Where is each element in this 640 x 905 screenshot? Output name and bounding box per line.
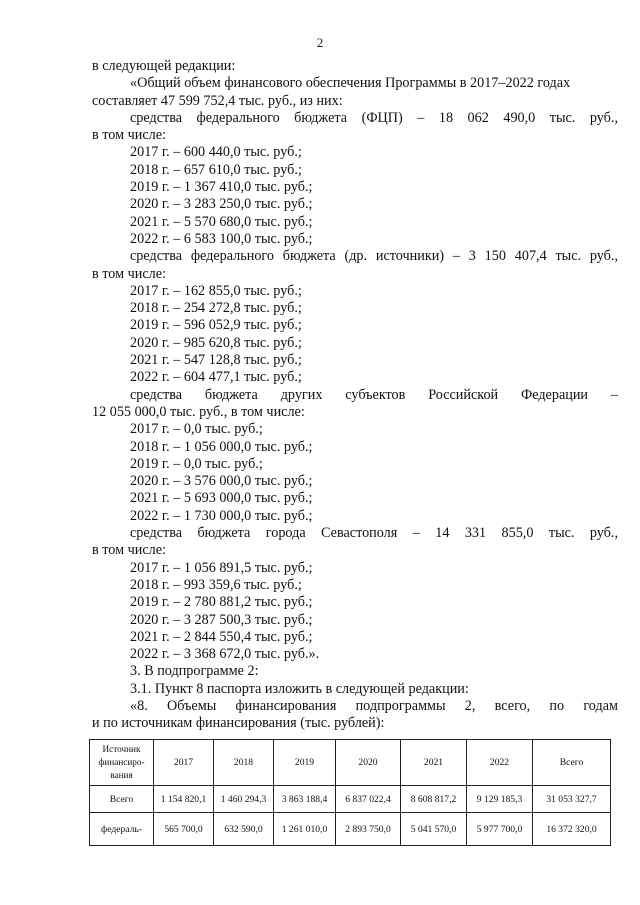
text-line: 2018 г. – 254 272,8 тыс. руб.; bbox=[130, 300, 302, 317]
header-source: Источник финансиро-вания bbox=[90, 740, 154, 786]
text-line: 2017 г. – 600 440,0 тыс. руб.; bbox=[130, 144, 302, 161]
page-number: 2 bbox=[316, 35, 324, 50]
text-line: 2021 г. – 547 128,8 тыс. руб.; bbox=[130, 352, 302, 369]
header-total: Всего bbox=[533, 740, 611, 786]
text-line: 2017 г. – 1 056 891,5 тыс. руб.; bbox=[130, 559, 313, 576]
table-header-row bbox=[90, 740, 611, 786]
text-line: 2022 г. – 604 477,1 тыс. руб.; bbox=[130, 369, 302, 386]
text-line: средства бюджета города Севастополя – 14 331 855,0 тыс. руб., bbox=[130, 525, 618, 542]
table-cell: 3 863 188,4 bbox=[274, 786, 336, 813]
financing-table bbox=[89, 739, 611, 846]
text-line: 2018 г. – 657 610,0 тыс. руб.; bbox=[130, 161, 302, 178]
text-line: 2020 г. – 3 287 500,3 тыс. руб.; bbox=[130, 611, 313, 628]
row-label: федераль- bbox=[90, 813, 154, 846]
text-line: средства федерального бюджета (др. источники) – 3 150 407,4 тыс. руб., bbox=[130, 248, 618, 265]
text-line: 2017 г. – 0,0 тыс. руб.; bbox=[130, 421, 263, 438]
text-line: 2022 г. – 6 583 100,0 тыс. руб.; bbox=[130, 230, 313, 247]
table-cell: 1 154 820,1 bbox=[154, 786, 214, 813]
text-line: в том числе: bbox=[92, 542, 166, 559]
financing-table-wrap bbox=[89, 739, 610, 846]
header-2018: 2018 bbox=[214, 740, 274, 786]
text-line: 2017 г. – 162 855,0 тыс. руб.; bbox=[130, 282, 302, 299]
text-line: средства бюджета других субъектов Российской Федерации – bbox=[130, 386, 618, 403]
text-line: 2018 г. – 993 359,6 тыс. руб.; bbox=[130, 576, 302, 593]
table-row bbox=[90, 813, 611, 846]
text-line: 2020 г. – 985 620,8 тыс. руб.; bbox=[130, 334, 302, 351]
text-line: 2019 г. – 596 052,9 тыс. руб.; bbox=[130, 317, 302, 334]
table-row bbox=[90, 786, 611, 813]
header-2022: 2022 bbox=[467, 740, 533, 786]
text-line: 3.1. Пункт 8 паспорта изложить в следующей редакции: bbox=[130, 680, 469, 697]
text-line: 2022 г. – 1 730 000,0 тыс. руб.; bbox=[130, 507, 313, 524]
document-body bbox=[92, 58, 618, 733]
text-line: «8. Объемы финансирования подпрограммы 2, всего, по годам bbox=[130, 697, 618, 714]
text-line: 2020 г. – 3 576 000,0 тыс. руб.; bbox=[130, 473, 313, 490]
table-cell: 632 590,0 bbox=[214, 813, 274, 846]
text-line: 12 055 000,0 тыс. руб., в том числе: bbox=[92, 403, 305, 420]
table-cell: 8 608 817,2 bbox=[401, 786, 467, 813]
text-line: в следующей редакции: bbox=[92, 58, 236, 74]
table-cell: 1 460 294,3 bbox=[214, 786, 274, 813]
text-line: в том числе: bbox=[92, 265, 166, 282]
text-line: и по источникам финансирования (тыс. рублей): bbox=[92, 715, 385, 732]
text-line: в том числе: bbox=[92, 127, 166, 144]
table-cell: 9 129 185,3 bbox=[467, 786, 533, 813]
text-line: средства федерального бюджета (ФЦП) – 18 062 490,0 тыс. руб., bbox=[130, 109, 618, 126]
text-line: 3. В подпрограмме 2: bbox=[130, 663, 259, 680]
row-label: Всего bbox=[90, 786, 154, 813]
text-line: «Общий объем финансового обеспечения Программы в 2017–2022 годах bbox=[130, 75, 571, 92]
table-cell: 31 053 327,7 bbox=[533, 786, 611, 813]
text-line: 2021 г. – 5 693 000,0 тыс. руб.; bbox=[130, 490, 313, 507]
text-line: 2020 г. – 3 283 250,0 тыс. руб.; bbox=[130, 196, 313, 213]
table-cell: 6 837 022,4 bbox=[336, 786, 401, 813]
text-line: 2019 г. – 0,0 тыс. руб.; bbox=[130, 455, 263, 472]
text-line: составляет 47 599 752,4 тыс. руб., из них: bbox=[92, 92, 343, 109]
table-cell: 2 893 750,0 bbox=[336, 813, 401, 846]
table-cell: 5 977 700,0 bbox=[467, 813, 533, 846]
table-cell: 5 041 570,0 bbox=[401, 813, 467, 846]
header-2019: 2019 bbox=[274, 740, 336, 786]
text-line: 2019 г. – 1 367 410,0 тыс. руб.; bbox=[130, 179, 313, 196]
table-cell: 565 700,0 bbox=[154, 813, 214, 846]
table-cell: 16 372 320,0 bbox=[533, 813, 611, 846]
header-2020: 2020 bbox=[336, 740, 401, 786]
text-line: 2021 г. – 5 570 680,0 тыс. руб.; bbox=[130, 213, 313, 230]
text-line: 2022 г. – 3 368 672,0 тыс. руб.». bbox=[130, 646, 320, 663]
text-line: 2019 г. – 2 780 881,2 тыс. руб.; bbox=[130, 594, 313, 611]
header-2021: 2021 bbox=[401, 740, 467, 786]
header-2017: 2017 bbox=[154, 740, 214, 786]
text-line: 2018 г. – 1 056 000,0 тыс. руб.; bbox=[130, 438, 313, 455]
table-cell: 1 261 010,0 bbox=[274, 813, 336, 846]
text-line: 2021 г. – 2 844 550,4 тыс. руб.; bbox=[130, 628, 313, 645]
